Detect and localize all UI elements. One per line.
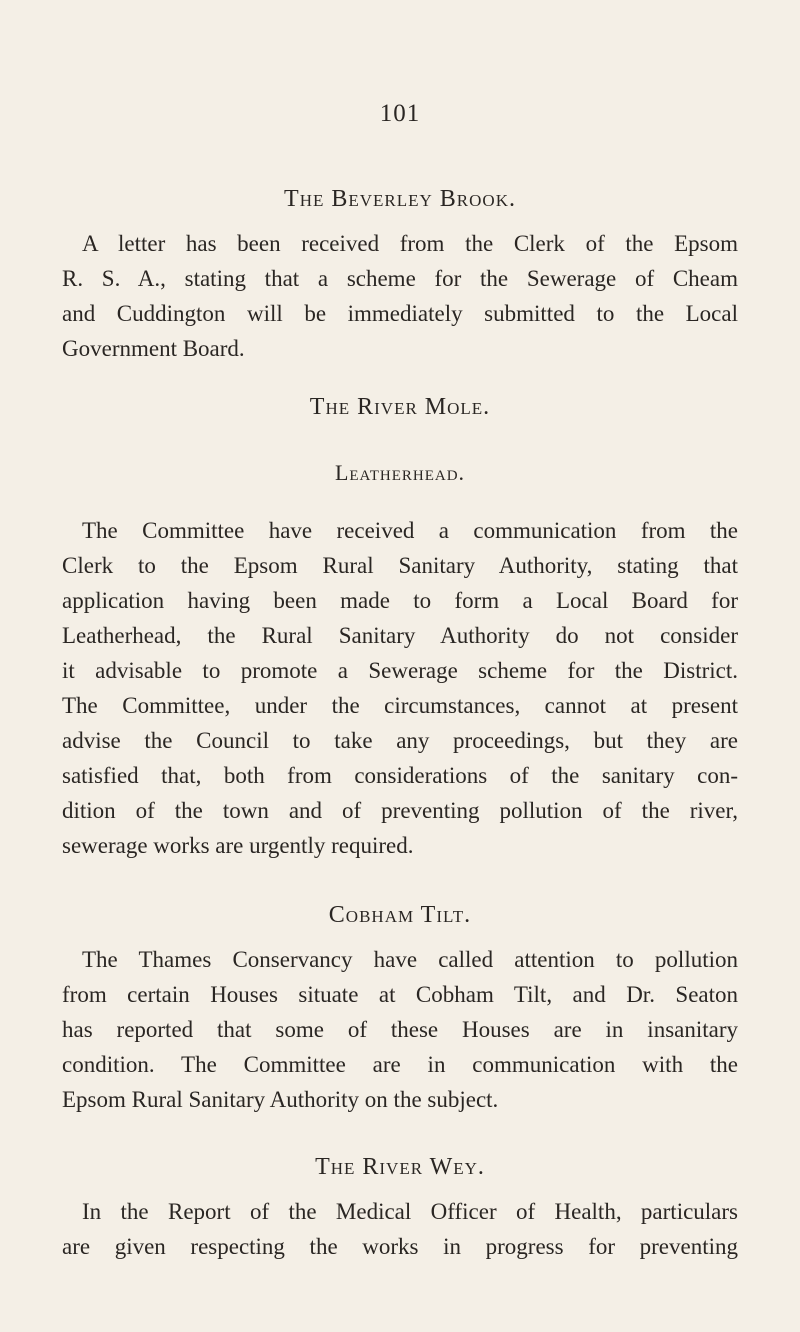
paragraph-river-mole: [62, 513, 738, 863]
paragraph-line: advise the Council to take any proceedings, but they are: [62, 728, 738, 753]
paragraph-line: sewerage works are urgently required.: [62, 833, 414, 858]
paragraph-line: In the Report of the Medical Officer of Health, particulars: [82, 1199, 738, 1224]
paragraph-line: and Cuddington will be immediately submitted to the Local: [62, 301, 738, 326]
paragraph-line: Leatherhead, the Rural Sanitary Authority do not consider: [62, 623, 738, 648]
paragraph-line: The Committee have received a communication from the: [82, 518, 738, 543]
paragraph-line: satisfied that, both from considerations of the sanitary con-: [62, 763, 738, 788]
paragraph-line: from certain Houses situate at Cobham Tilt, and Dr. Seaton: [62, 982, 738, 1007]
paragraph-line: Epsom Rural Sanitary Authority on the subject.: [62, 1087, 499, 1112]
section-heading-river-mole: The River Mole.: [309, 394, 491, 420]
paragraph-line: are given respecting the works in progress for preventing: [62, 1234, 738, 1259]
paragraph-beverley-brook: [62, 226, 738, 366]
paragraph-line: Government Board.: [62, 336, 245, 361]
paragraph-line: A letter has been received from the Clerk of the Epsom: [82, 231, 738, 256]
section-heading-beverley-brook: The Beverley Brook.: [284, 186, 516, 212]
paragraph-river-wey: [62, 1194, 738, 1264]
section-subheading-leatherhead: Leatherhead.: [334, 460, 466, 485]
paragraph-line: dition of the town and of preventing pollution of the river,: [62, 798, 738, 823]
paragraph-line: The Committee, under the circumstances, cannot at present: [62, 693, 738, 718]
section-heading-cobham-tilt: Cobham Tilt.: [328, 902, 472, 928]
paragraph-line: has reported that some of these Houses are in insanitary: [62, 1017, 738, 1042]
paragraph-line: Clerk to the Epsom Rural Sanitary Authority, stating that: [62, 553, 738, 578]
paragraph-line: condition. The Committee are in communication with the: [62, 1052, 738, 1077]
section-heading-river-wey: The River Wey.: [315, 1154, 485, 1180]
paragraph-line: R. S. A., stating that a scheme for the Sewerage of Cheam: [62, 266, 738, 291]
paragraph-line: it advisable to promote a Sewerage scheme for the District.: [62, 658, 738, 683]
paragraph-cobham-tilt: [62, 942, 738, 1117]
paragraph-line: The Thames Conservancy have called attention to pollution: [82, 947, 738, 972]
paragraph-line: application having been made to form a Local Board for: [62, 588, 738, 613]
page-number: 101: [379, 100, 421, 127]
